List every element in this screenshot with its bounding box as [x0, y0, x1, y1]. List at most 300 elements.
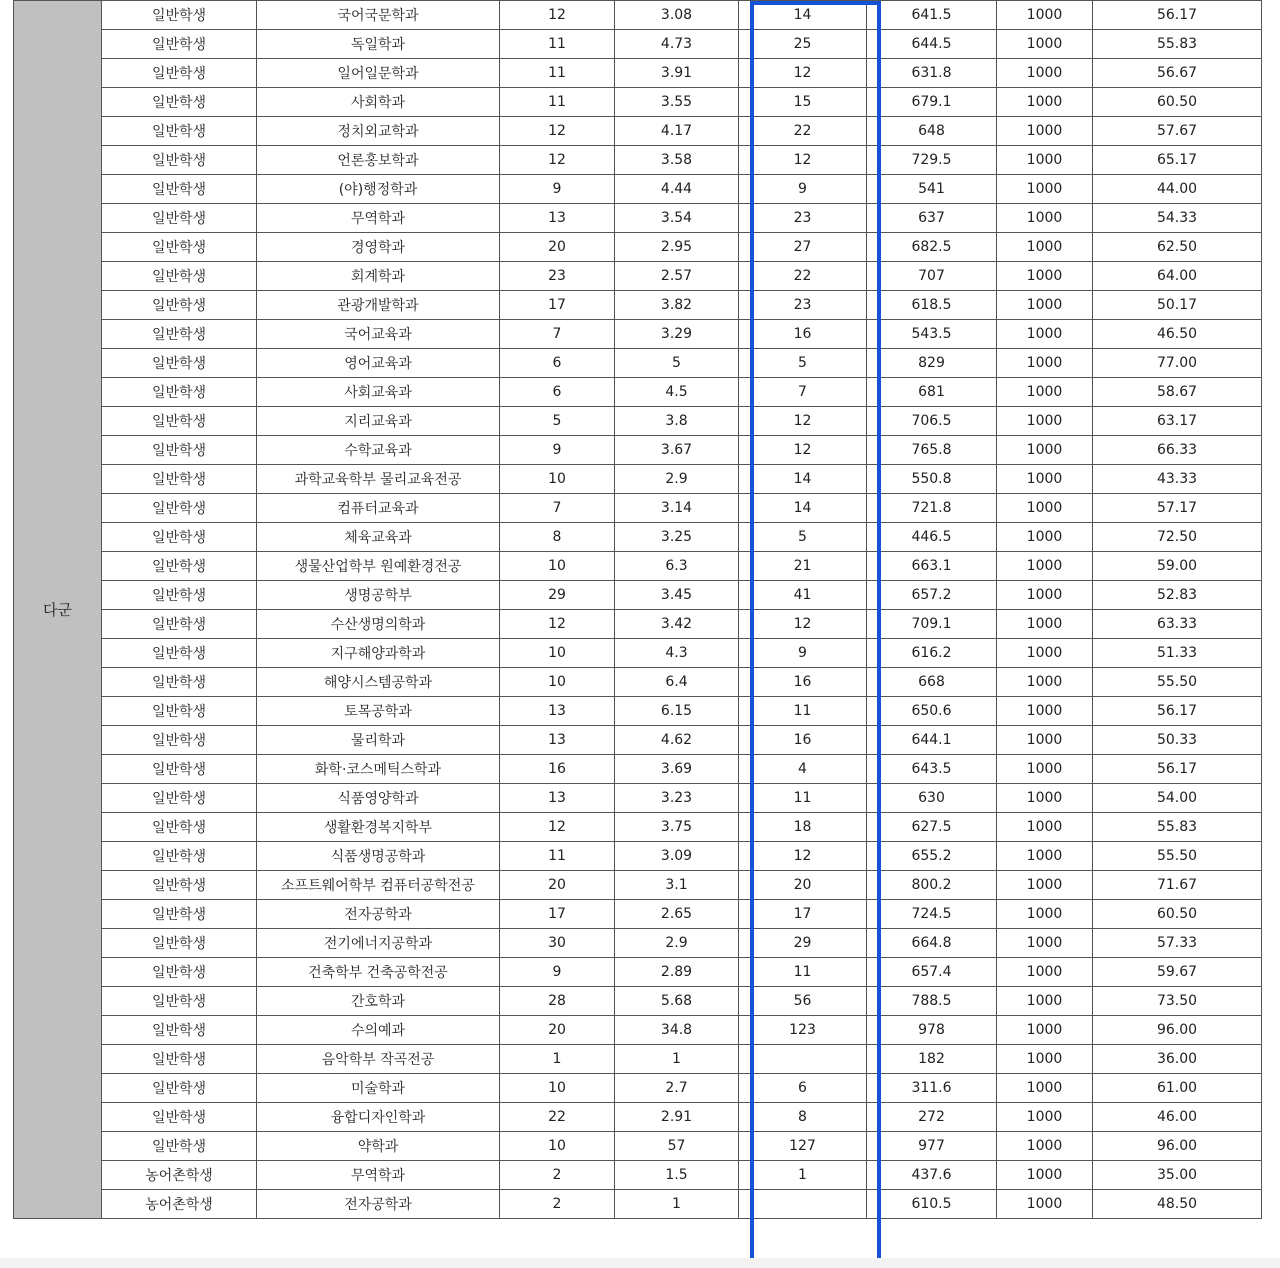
- table-row: [14, 378, 1262, 407]
- reserve-rank-cell: 41: [739, 581, 867, 610]
- max-score-cell: 1000: [997, 697, 1093, 726]
- score-cell: 707: [867, 262, 997, 291]
- reserve-rank-cell: 7: [739, 378, 867, 407]
- max-score-cell: 1000: [997, 59, 1093, 88]
- percent-cell: 60.50: [1093, 88, 1262, 117]
- max-score-cell: 1000: [997, 204, 1093, 233]
- department-cell: 영어교육과: [257, 349, 500, 378]
- max-score-cell: 1000: [997, 146, 1093, 175]
- max-score-cell: 1000: [997, 726, 1093, 755]
- percent-cell: 50.33: [1093, 726, 1262, 755]
- competition-rate-cell: 3.25: [615, 523, 739, 552]
- department-cell: 컴퓨터교육과: [257, 494, 500, 523]
- reserve-rank-cell: 12: [739, 842, 867, 871]
- percent-cell: 54.33: [1093, 204, 1262, 233]
- department-cell: 과학교육학부 물리교육전공: [257, 465, 500, 494]
- reserve-rank-cell: 16: [739, 668, 867, 697]
- percent-cell: 77.00: [1093, 349, 1262, 378]
- reserve-rank-cell: [739, 1190, 867, 1219]
- table-row: [14, 1, 1262, 30]
- competition-rate-cell: 4.44: [615, 175, 739, 204]
- quota-cell: 6: [500, 378, 615, 407]
- score-cell: 721.8: [867, 494, 997, 523]
- score-cell: 550.8: [867, 465, 997, 494]
- competition-rate-cell: 4.3: [615, 639, 739, 668]
- max-score-cell: 1000: [997, 349, 1093, 378]
- reserve-rank-cell: 11: [739, 697, 867, 726]
- department-cell: 물리학과: [257, 726, 500, 755]
- percent-cell: 51.33: [1093, 639, 1262, 668]
- competition-rate-cell: 2.89: [615, 958, 739, 987]
- reserve-rank-cell: 27: [739, 233, 867, 262]
- quota-cell: 23: [500, 262, 615, 291]
- competition-rate-cell: 5.68: [615, 987, 739, 1016]
- score-cell: 663.1: [867, 552, 997, 581]
- max-score-cell: 1000: [997, 639, 1093, 668]
- admission-type-cell: 일반학생: [102, 697, 257, 726]
- reserve-rank-cell: 8: [739, 1103, 867, 1132]
- reserve-rank-cell: 5: [739, 523, 867, 552]
- reserve-rank-cell: 16: [739, 320, 867, 349]
- max-score-cell: 1000: [997, 320, 1093, 349]
- reserve-rank-cell: 25: [739, 30, 867, 59]
- score-cell: 627.5: [867, 813, 997, 842]
- percent-cell: 46.50: [1093, 320, 1262, 349]
- reserve-rank-cell: 23: [739, 204, 867, 233]
- max-score-cell: 1000: [997, 494, 1093, 523]
- reserve-rank-cell: 14: [739, 1, 867, 30]
- percent-cell: 59.67: [1093, 958, 1262, 987]
- reserve-rank-cell: 12: [739, 146, 867, 175]
- max-score-cell: 1000: [997, 233, 1093, 262]
- max-score-cell: 1000: [997, 871, 1093, 900]
- reserve-rank-cell: 9: [739, 175, 867, 204]
- score-cell: 631.8: [867, 59, 997, 88]
- department-cell: 독일학과: [257, 30, 500, 59]
- max-score-cell: 1000: [997, 1190, 1093, 1219]
- score-cell: 641.5: [867, 1, 997, 30]
- percent-cell: 50.17: [1093, 291, 1262, 320]
- quota-cell: 17: [500, 291, 615, 320]
- admission-type-cell: 일반학생: [102, 1045, 257, 1074]
- quota-cell: 10: [500, 465, 615, 494]
- admission-type-cell: 일반학생: [102, 987, 257, 1016]
- competition-rate-cell: 5: [615, 349, 739, 378]
- admission-type-cell: 일반학생: [102, 1103, 257, 1132]
- percent-cell: 65.17: [1093, 146, 1262, 175]
- percent-cell: 48.50: [1093, 1190, 1262, 1219]
- quota-cell: 11: [500, 30, 615, 59]
- admission-type-cell: 일반학생: [102, 1, 257, 30]
- table-row: [14, 320, 1262, 349]
- quota-cell: 29: [500, 581, 615, 610]
- max-score-cell: 1000: [997, 842, 1093, 871]
- score-cell: 657.4: [867, 958, 997, 987]
- admission-type-cell: 일반학생: [102, 581, 257, 610]
- department-cell: 전자공학과: [257, 900, 500, 929]
- admission-type-cell: 농어촌학생: [102, 1190, 257, 1219]
- quota-cell: 10: [500, 1074, 615, 1103]
- max-score-cell: 1000: [997, 523, 1093, 552]
- reserve-rank-cell: 21: [739, 552, 867, 581]
- percent-cell: 73.50: [1093, 987, 1262, 1016]
- reserve-rank-cell: 22: [739, 117, 867, 146]
- quota-cell: 7: [500, 494, 615, 523]
- results-table-container: [13, 0, 1261, 1219]
- admission-type-cell: 일반학생: [102, 291, 257, 320]
- quota-cell: 13: [500, 204, 615, 233]
- department-cell: 국어교육과: [257, 320, 500, 349]
- table-row: [14, 552, 1262, 581]
- max-score-cell: 1000: [997, 987, 1093, 1016]
- max-score-cell: 1000: [997, 262, 1093, 291]
- competition-rate-cell: 4.73: [615, 30, 739, 59]
- table-row: [14, 117, 1262, 146]
- quota-cell: 2: [500, 1161, 615, 1190]
- reserve-rank-cell: 9: [739, 639, 867, 668]
- score-cell: 668: [867, 668, 997, 697]
- max-score-cell: 1000: [997, 958, 1093, 987]
- department-cell: 건축학부 건축공학전공: [257, 958, 500, 987]
- percent-cell: 63.17: [1093, 407, 1262, 436]
- competition-rate-cell: 2.65: [615, 900, 739, 929]
- reserve-rank-cell: 6: [739, 1074, 867, 1103]
- reserve-rank-cell: 16: [739, 726, 867, 755]
- department-cell: 화학·코스메틱스학과: [257, 755, 500, 784]
- reserve-rank-cell: 23: [739, 291, 867, 320]
- admission-type-cell: 일반학생: [102, 842, 257, 871]
- admission-type-cell: 일반학생: [102, 755, 257, 784]
- department-cell: 수의예과: [257, 1016, 500, 1045]
- max-score-cell: 1000: [997, 30, 1093, 59]
- quota-cell: 28: [500, 987, 615, 1016]
- table-row: [14, 146, 1262, 175]
- department-cell: 융합디자인학과: [257, 1103, 500, 1132]
- quota-cell: 5: [500, 407, 615, 436]
- max-score-cell: 1000: [997, 1103, 1093, 1132]
- competition-rate-cell: 4.62: [615, 726, 739, 755]
- table-row: [14, 813, 1262, 842]
- table-row: [14, 900, 1262, 929]
- max-score-cell: 1000: [997, 1074, 1093, 1103]
- table-row: [14, 175, 1262, 204]
- quota-cell: 12: [500, 146, 615, 175]
- score-cell: 648: [867, 117, 997, 146]
- percent-cell: 71.67: [1093, 871, 1262, 900]
- reserve-rank-cell: 18: [739, 813, 867, 842]
- department-cell: 지구해양과학과: [257, 639, 500, 668]
- table-row: [14, 1045, 1262, 1074]
- competition-rate-cell: 34.8: [615, 1016, 739, 1045]
- score-cell: 644.1: [867, 726, 997, 755]
- percent-cell: 56.17: [1093, 1, 1262, 30]
- percent-cell: 64.00: [1093, 262, 1262, 291]
- quota-cell: 6: [500, 349, 615, 378]
- percent-cell: 63.33: [1093, 610, 1262, 639]
- competition-rate-cell: 1: [615, 1045, 739, 1074]
- table-row: [14, 523, 1262, 552]
- admission-type-cell: 농어촌학생: [102, 1161, 257, 1190]
- competition-rate-cell: 3.14: [615, 494, 739, 523]
- quota-cell: 20: [500, 871, 615, 900]
- score-cell: 618.5: [867, 291, 997, 320]
- competition-rate-cell: 1: [615, 1190, 739, 1219]
- admission-type-cell: 일반학생: [102, 30, 257, 59]
- max-score-cell: 1000: [997, 407, 1093, 436]
- group-label-cell: 다군: [14, 1, 102, 1219]
- max-score-cell: 1000: [997, 552, 1093, 581]
- table-row: [14, 1132, 1262, 1161]
- admission-type-cell: 일반학생: [102, 146, 257, 175]
- table-row: [14, 30, 1262, 59]
- score-cell: 272: [867, 1103, 997, 1132]
- percent-cell: 44.00: [1093, 175, 1262, 204]
- table-row: [14, 407, 1262, 436]
- department-cell: 토목공학과: [257, 697, 500, 726]
- competition-rate-cell: 3.54: [615, 204, 739, 233]
- admission-type-cell: 일반학생: [102, 929, 257, 958]
- department-cell: 미술학과: [257, 1074, 500, 1103]
- max-score-cell: 1000: [997, 929, 1093, 958]
- admission-type-cell: 일반학생: [102, 871, 257, 900]
- percent-cell: 46.00: [1093, 1103, 1262, 1132]
- quota-cell: 10: [500, 639, 615, 668]
- percent-cell: 56.17: [1093, 697, 1262, 726]
- percent-cell: 57.17: [1093, 494, 1262, 523]
- competition-rate-cell: 3.42: [615, 610, 739, 639]
- reserve-rank-cell: [739, 1045, 867, 1074]
- quota-cell: 10: [500, 668, 615, 697]
- admission-type-cell: 일반학생: [102, 784, 257, 813]
- quota-cell: 9: [500, 958, 615, 987]
- department-cell: 회계학과: [257, 262, 500, 291]
- admission-type-cell: 일반학생: [102, 1016, 257, 1045]
- percent-cell: 56.17: [1093, 755, 1262, 784]
- max-score-cell: 1000: [997, 1, 1093, 30]
- max-score-cell: 1000: [997, 175, 1093, 204]
- reserve-rank-cell: 12: [739, 59, 867, 88]
- score-cell: 977: [867, 1132, 997, 1161]
- department-cell: 전자공학과: [257, 1190, 500, 1219]
- reserve-rank-cell: 56: [739, 987, 867, 1016]
- reserve-rank-cell: 15: [739, 88, 867, 117]
- competition-rate-cell: 3.69: [615, 755, 739, 784]
- percent-cell: 52.83: [1093, 581, 1262, 610]
- admission-type-cell: 일반학생: [102, 610, 257, 639]
- percent-cell: 58.67: [1093, 378, 1262, 407]
- table-row: [14, 610, 1262, 639]
- admission-type-cell: 일반학생: [102, 958, 257, 987]
- max-score-cell: 1000: [997, 1016, 1093, 1045]
- score-cell: 800.2: [867, 871, 997, 900]
- reserve-rank-cell: 11: [739, 784, 867, 813]
- competition-rate-cell: 4.5: [615, 378, 739, 407]
- quota-cell: 11: [500, 59, 615, 88]
- quota-cell: 10: [500, 1132, 615, 1161]
- department-cell: 일어일문학과: [257, 59, 500, 88]
- quota-cell: 11: [500, 88, 615, 117]
- quota-cell: 10: [500, 552, 615, 581]
- admission-type-cell: 일반학생: [102, 726, 257, 755]
- score-cell: 616.2: [867, 639, 997, 668]
- percent-cell: 96.00: [1093, 1132, 1262, 1161]
- department-cell: 언론홍보학과: [257, 146, 500, 175]
- competition-rate-cell: 1.5: [615, 1161, 739, 1190]
- quota-cell: 20: [500, 1016, 615, 1045]
- competition-rate-cell: 2.9: [615, 929, 739, 958]
- reserve-rank-cell: 127: [739, 1132, 867, 1161]
- score-cell: 446.5: [867, 523, 997, 552]
- department-cell: 무역학과: [257, 204, 500, 233]
- percent-cell: 66.33: [1093, 436, 1262, 465]
- admission-type-cell: 일반학생: [102, 552, 257, 581]
- admission-type-cell: 일반학생: [102, 523, 257, 552]
- admission-type-cell: 일반학생: [102, 262, 257, 291]
- admission-type-cell: 일반학생: [102, 900, 257, 929]
- admission-type-cell: 일반학생: [102, 407, 257, 436]
- department-cell: 약학과: [257, 1132, 500, 1161]
- admission-type-cell: 일반학생: [102, 204, 257, 233]
- score-cell: 729.5: [867, 146, 997, 175]
- score-cell: 681: [867, 378, 997, 407]
- score-cell: 829: [867, 349, 997, 378]
- score-cell: 682.5: [867, 233, 997, 262]
- max-score-cell: 1000: [997, 88, 1093, 117]
- table-row: [14, 88, 1262, 117]
- department-cell: 국어국문학과: [257, 1, 500, 30]
- score-cell: 644.5: [867, 30, 997, 59]
- department-cell: 생명공학부: [257, 581, 500, 610]
- admission-type-cell: 일반학생: [102, 1074, 257, 1103]
- quota-cell: 30: [500, 929, 615, 958]
- table-row: [14, 842, 1262, 871]
- department-cell: 간호학과: [257, 987, 500, 1016]
- quota-cell: 16: [500, 755, 615, 784]
- admission-type-cell: 일반학생: [102, 436, 257, 465]
- max-score-cell: 1000: [997, 668, 1093, 697]
- percent-cell: 55.83: [1093, 30, 1262, 59]
- table-row: [14, 1161, 1262, 1190]
- percent-cell: 43.33: [1093, 465, 1262, 494]
- department-cell: 음악학부 작곡전공: [257, 1045, 500, 1074]
- table-row: [14, 871, 1262, 900]
- score-cell: 655.2: [867, 842, 997, 871]
- percent-cell: 96.00: [1093, 1016, 1262, 1045]
- quota-cell: 20: [500, 233, 615, 262]
- department-cell: (야)행정학과: [257, 175, 500, 204]
- department-cell: 관광개발학과: [257, 291, 500, 320]
- score-cell: 437.6: [867, 1161, 997, 1190]
- score-cell: 788.5: [867, 987, 997, 1016]
- department-cell: 체육교육과: [257, 523, 500, 552]
- score-cell: 679.1: [867, 88, 997, 117]
- competition-rate-cell: 6.4: [615, 668, 739, 697]
- quota-cell: 1: [500, 1045, 615, 1074]
- reserve-rank-cell: 29: [739, 929, 867, 958]
- table-row: [14, 784, 1262, 813]
- table-row: [14, 1074, 1262, 1103]
- table-row: [14, 291, 1262, 320]
- quota-cell: 9: [500, 175, 615, 204]
- department-cell: 식품영양학과: [257, 784, 500, 813]
- admission-type-cell: 일반학생: [102, 117, 257, 146]
- competition-rate-cell: 4.17: [615, 117, 739, 146]
- score-cell: 650.6: [867, 697, 997, 726]
- quota-cell: 12: [500, 610, 615, 639]
- quota-cell: 8: [500, 523, 615, 552]
- page-bottom-margin: [0, 1258, 1280, 1268]
- max-score-cell: 1000: [997, 1132, 1093, 1161]
- table-row: [14, 668, 1262, 697]
- score-cell: 182: [867, 1045, 997, 1074]
- percent-cell: 36.00: [1093, 1045, 1262, 1074]
- reserve-rank-cell: 20: [739, 871, 867, 900]
- quota-cell: 12: [500, 813, 615, 842]
- score-cell: 637: [867, 204, 997, 233]
- score-cell: 724.5: [867, 900, 997, 929]
- table-row: [14, 436, 1262, 465]
- percent-cell: 57.67: [1093, 117, 1262, 146]
- max-score-cell: 1000: [997, 755, 1093, 784]
- competition-rate-cell: 3.82: [615, 291, 739, 320]
- max-score-cell: 1000: [997, 1045, 1093, 1074]
- competition-rate-cell: 2.7: [615, 1074, 739, 1103]
- competition-rate-cell: 3.29: [615, 320, 739, 349]
- percent-cell: 56.67: [1093, 59, 1262, 88]
- reserve-rank-cell: 123: [739, 1016, 867, 1045]
- results-table: [13, 0, 1262, 1219]
- table-row: [14, 204, 1262, 233]
- department-cell: 생활환경복지학부: [257, 813, 500, 842]
- competition-rate-cell: 3.45: [615, 581, 739, 610]
- table-row: [14, 1103, 1262, 1132]
- percent-cell: 62.50: [1093, 233, 1262, 262]
- reserve-rank-cell: 12: [739, 610, 867, 639]
- table-row: [14, 581, 1262, 610]
- percent-cell: 55.50: [1093, 842, 1262, 871]
- admission-type-cell: 일반학생: [102, 88, 257, 117]
- admission-type-cell: 일반학생: [102, 813, 257, 842]
- max-score-cell: 1000: [997, 1161, 1093, 1190]
- quota-cell: 2: [500, 1190, 615, 1219]
- percent-cell: 59.00: [1093, 552, 1262, 581]
- table-row: [14, 987, 1262, 1016]
- table-row: [14, 233, 1262, 262]
- max-score-cell: 1000: [997, 813, 1093, 842]
- score-cell: 664.8: [867, 929, 997, 958]
- percent-cell: 54.00: [1093, 784, 1262, 813]
- competition-rate-cell: 3.55: [615, 88, 739, 117]
- department-cell: 경영학과: [257, 233, 500, 262]
- competition-rate-cell: 2.91: [615, 1103, 739, 1132]
- score-cell: 311.6: [867, 1074, 997, 1103]
- department-cell: 사회학과: [257, 88, 500, 117]
- quota-cell: 22: [500, 1103, 615, 1132]
- reserve-rank-cell: 11: [739, 958, 867, 987]
- competition-rate-cell: 3.8: [615, 407, 739, 436]
- percent-cell: 35.00: [1093, 1161, 1262, 1190]
- max-score-cell: 1000: [997, 610, 1093, 639]
- table-row: [14, 1016, 1262, 1045]
- percent-cell: 72.50: [1093, 523, 1262, 552]
- competition-rate-cell: 3.67: [615, 436, 739, 465]
- admission-type-cell: 일반학생: [102, 59, 257, 88]
- competition-rate-cell: 3.1: [615, 871, 739, 900]
- table-row: [14, 1190, 1262, 1219]
- max-score-cell: 1000: [997, 900, 1093, 929]
- admission-type-cell: 일반학생: [102, 233, 257, 262]
- score-cell: 706.5: [867, 407, 997, 436]
